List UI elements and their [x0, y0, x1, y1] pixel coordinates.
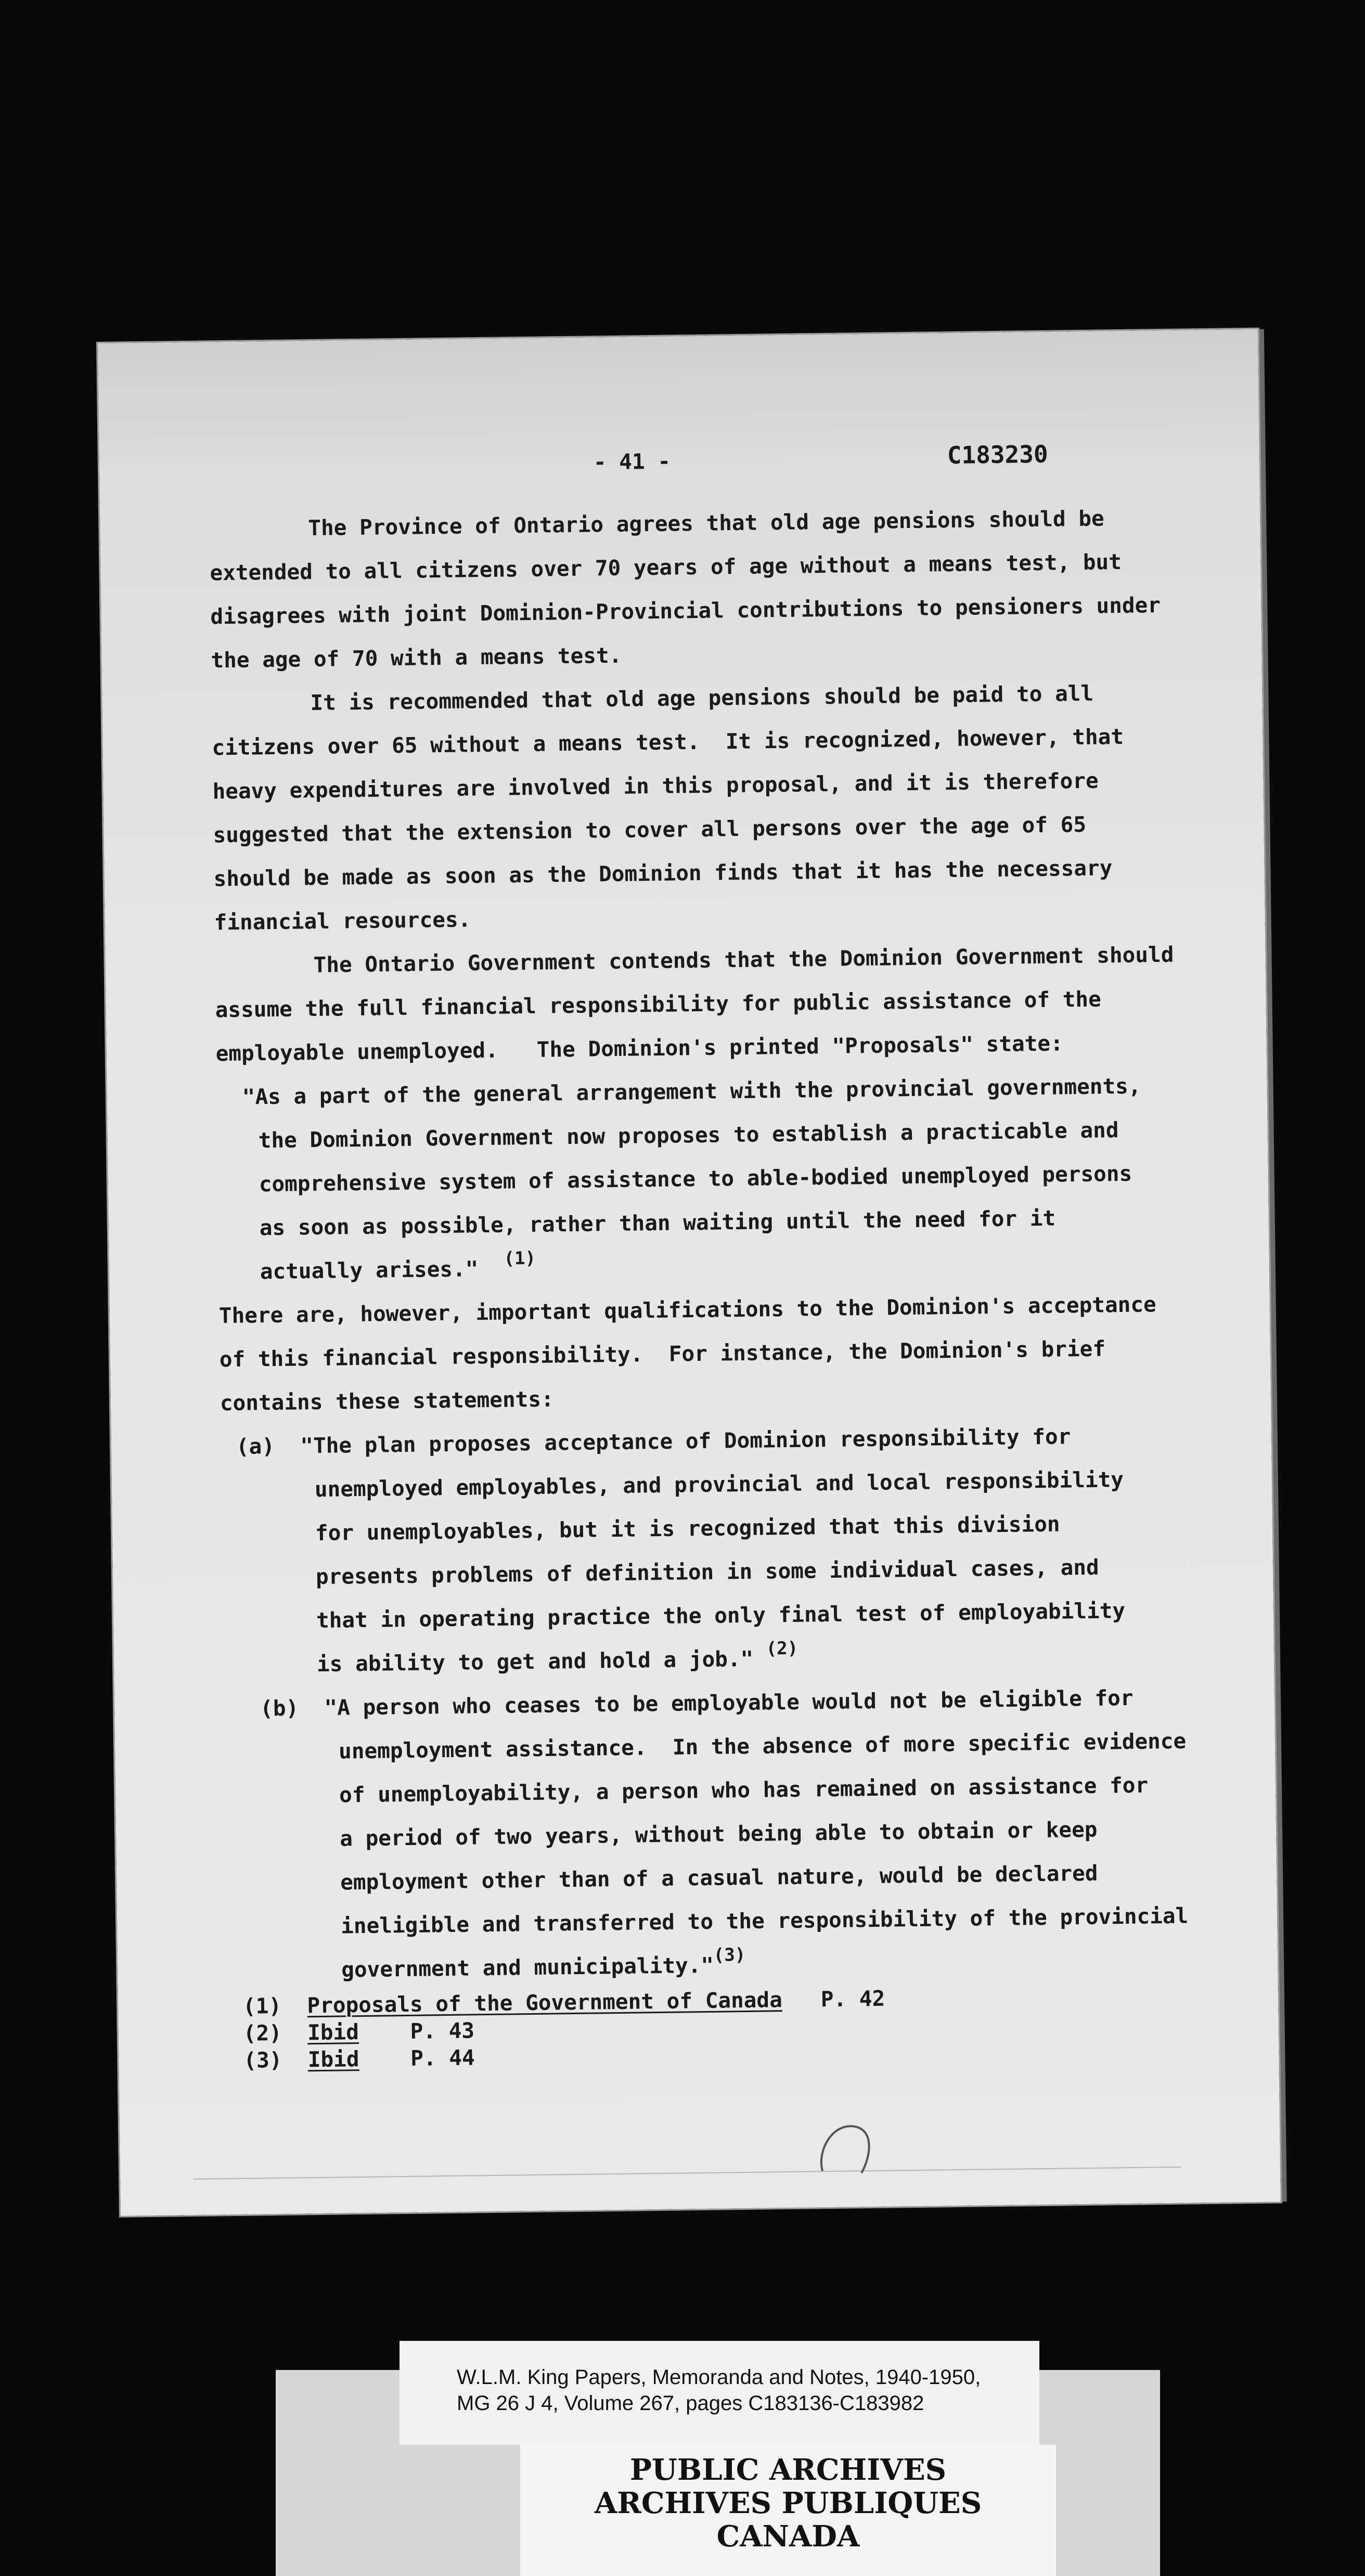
- footnote-num: (3): [243, 2047, 282, 2073]
- footnote-2: [243, 2020, 474, 2044]
- stamp-line-1: PUBLIC ARCHIVES: [629, 2453, 947, 2487]
- footnote-num: (2): [243, 2020, 282, 2046]
- footnote-1: [243, 1988, 885, 2017]
- label-line-2: MG 26 J 4, Volume 267, pages C183136-C183982: [457, 2392, 924, 2415]
- stamp-line-3: CANADA: [716, 2519, 860, 2554]
- list-item-a: (a) "The plan proposes acceptance of Dominion responsibility for: [236, 1424, 1071, 1459]
- quote-line: "As a part of the general arrangement with the provincial governments,: [242, 1073, 1141, 1110]
- footnote-mark: (3): [713, 1944, 746, 1966]
- text-line: ineligible and transferred to the responsibility of the provincial: [340, 1903, 1189, 1939]
- text-line: disagrees with joint Dominion-Provincial contributions to pensioners under: [210, 593, 1161, 629]
- stamp-line-2: ARCHIVES PUBLIQUES: [594, 2486, 982, 2520]
- text-line: The Ontario Government contends that the Dominion Government should: [313, 942, 1174, 978]
- archive-reference-label: [400, 2341, 1039, 2445]
- footnote-mark: (1): [504, 1247, 536, 1269]
- text-line: assume the full financial responsibility for public assistance of the: [215, 986, 1102, 1023]
- text-line: citizens over 65 without a means test. It is recognized, however, that: [212, 724, 1124, 761]
- footnote-3: [243, 2047, 475, 2071]
- text-line: should be made as soon as the Dominion finds that it has the necessary: [213, 855, 1113, 892]
- pencil-mark-icon: [812, 2118, 885, 2176]
- text-line: The Province of Ontario agrees that old age pensions should be: [308, 506, 1104, 541]
- text-line: of unemployability, a person who has remained on assistance for: [339, 1772, 1149, 1808]
- text-line: the age of 70 with a means test.: [211, 642, 622, 673]
- text-line: extended to all citizens over 70 years of age without a means test, but: [210, 549, 1122, 586]
- footnote-mark: (2): [766, 1638, 799, 1659]
- text-line: that in operating practice the only final test of employability: [316, 1598, 1126, 1633]
- text-line: unemployment assistance. In the absence of more specific evidence: [338, 1728, 1187, 1764]
- quote-text: government and municipality.": [341, 1952, 714, 1982]
- text-line: It is recommended that old age pensions should be paid to all: [310, 680, 1094, 716]
- footnote-num: (1): [242, 1993, 282, 2019]
- label-line-1: W.L.M. King Papers, Memoranda and Notes, 1940-1950,: [457, 2366, 981, 2389]
- text-line: a period of two years, without being able to obtain or keep: [339, 1817, 1098, 1851]
- document-page: [98, 329, 1281, 2216]
- footnote-title: Ibid: [307, 2019, 359, 2045]
- text-line: [316, 1638, 799, 1677]
- footnote-title: Ibid: [307, 2046, 359, 2072]
- text-line: unemployed employables, and provincial and local responsibility: [314, 1467, 1124, 1502]
- quote-line: [260, 1247, 536, 1284]
- text-line: contains these statements:: [220, 1386, 554, 1416]
- document-id: C183230: [947, 440, 1048, 470]
- page-number: - 41 -: [593, 448, 671, 475]
- archives-stamp: [520, 2445, 1056, 2576]
- page-crease: [193, 2167, 1181, 2180]
- text-line: employable unemployed. The Dominion's printed "Proposals" state:: [215, 1031, 1064, 1066]
- footnote-page: P. 43: [410, 2018, 475, 2044]
- quote-text: actually arises.": [260, 1256, 479, 1284]
- text-line: for unemployables, but it is recognized that this division: [315, 1511, 1060, 1546]
- quote-line: the Dominion Government now proposes to establish a practicable and: [258, 1117, 1119, 1153]
- list-item-b: (b) "A person who ceases to be employable would not be eligible for: [260, 1685, 1134, 1721]
- quote-text: is ability to get and hold a job.": [316, 1646, 754, 1677]
- quote-line: comprehensive system of assistance to able-bodied unemployed persons: [259, 1161, 1132, 1197]
- text-line: There are, however, important qualifications to the Dominion's acceptance: [218, 1292, 1156, 1329]
- footnote-title: Proposals of the Government of Canada: [307, 1987, 783, 2018]
- quote-line: as soon as possible, rather than waiting until the need for it: [259, 1205, 1056, 1241]
- footnote-page: P. 44: [410, 2045, 475, 2071]
- text-line: financial resources.: [214, 907, 471, 935]
- text-line: heavy expenditures are involved in this proposal, and it is therefore: [212, 768, 1099, 804]
- text-line: of this financial responsibility. For instance, the Dominion's brief: [219, 1336, 1106, 1372]
- footnote-page: P. 42: [820, 1986, 885, 2012]
- text-line: suggested that the extension to cover all persons over the age of 65: [213, 812, 1087, 848]
- text-line: employment other than of a casual nature, would be declared: [340, 1860, 1098, 1895]
- text-line: presents problems of definition in some individual cases, and: [315, 1554, 1099, 1590]
- text-line: [341, 1944, 746, 1982]
